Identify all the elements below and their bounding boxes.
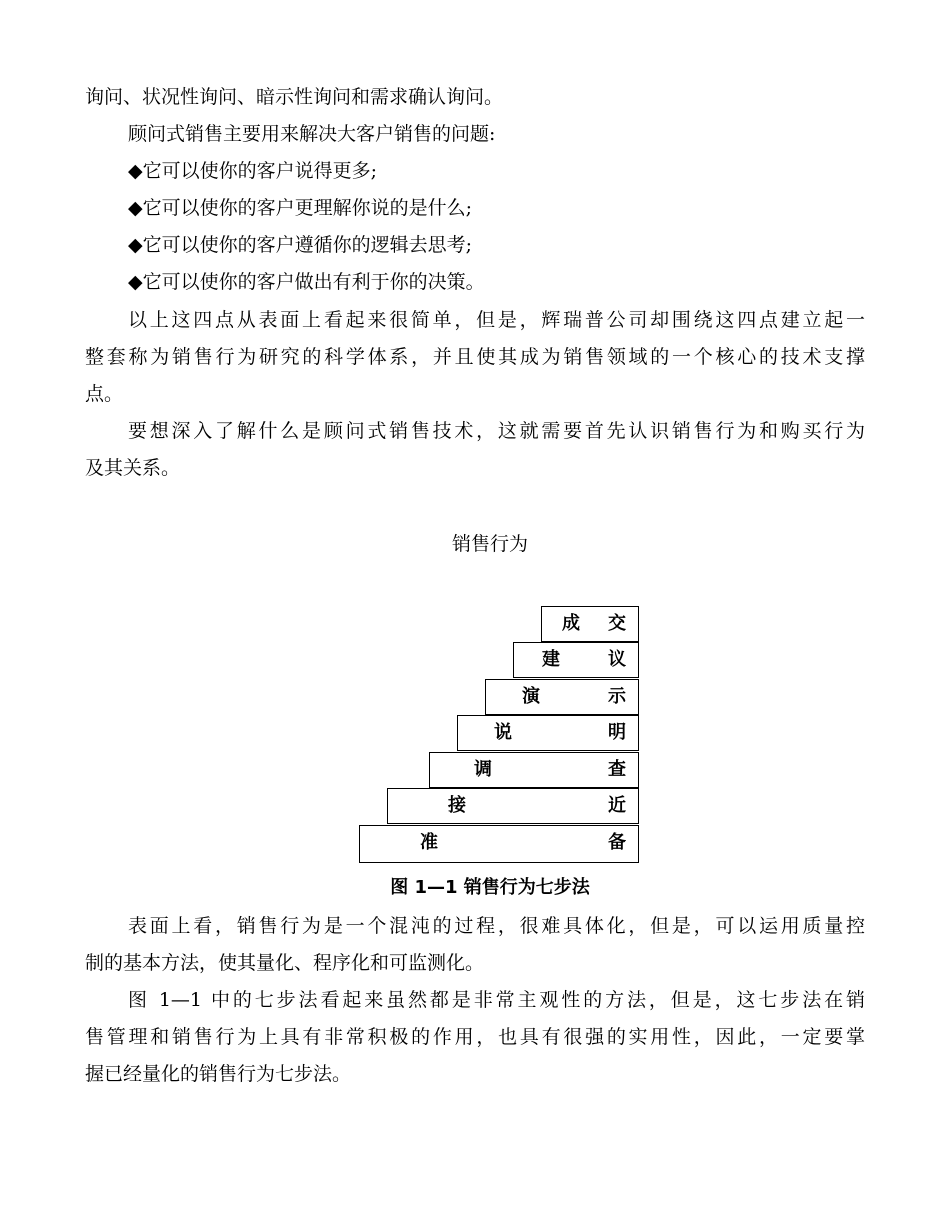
step-char: 备 bbox=[608, 832, 626, 853]
staircase-step bbox=[485, 679, 639, 715]
step-char: 说 bbox=[494, 722, 512, 743]
step-char: 近 bbox=[608, 795, 626, 816]
paragraph-line: 及其关系。 bbox=[85, 457, 181, 479]
bullet-item: ◆它可以使你的客户说得更多; bbox=[128, 160, 378, 182]
paragraph-line: 以上这四点从表面上看起来很简单，但是，辉瑞普公司却围绕这四点建立起一 bbox=[128, 309, 865, 331]
paragraph-line: 售管理和销售行为上具有非常积极的作用，也具有很强的实用性，因此，一定要掌 bbox=[85, 1026, 865, 1048]
bullet-item: ◆它可以使你的客户遵循你的逻辑去思考; bbox=[128, 234, 473, 256]
staircase-step bbox=[387, 788, 639, 824]
step-char: 调 bbox=[474, 759, 492, 780]
step-char: 示 bbox=[608, 686, 626, 707]
staircase-step bbox=[457, 715, 639, 751]
staircase-step bbox=[541, 606, 639, 642]
figure-title: 销售行为 bbox=[451, 533, 528, 555]
paragraph-line: 整套称为销售行为研究的科学体系，并且使其成为销售领域的一个核心的技术支撑 bbox=[85, 346, 865, 368]
step-char: 演 bbox=[522, 686, 540, 707]
step-char: 建 bbox=[542, 649, 560, 670]
step-char: 交 bbox=[608, 613, 626, 634]
figure-caption: 图 1—1 销售行为七步法 bbox=[390, 877, 590, 898]
staircase-step bbox=[359, 825, 639, 863]
paragraph-line: 点。 bbox=[85, 383, 124, 405]
step-char: 接 bbox=[448, 795, 466, 816]
paragraph-line: 表面上看，销售行为是一个混沌的过程，很难具体化，但是，可以运用质量控 bbox=[128, 915, 865, 937]
staircase-step bbox=[513, 642, 639, 678]
step-char: 查 bbox=[608, 759, 626, 780]
paragraph-line: 制的基本方法，使其量化、程序化和可监测化。 bbox=[85, 952, 485, 974]
paragraph-line: 顾问式销售主要用来解决大客户销售的问题: bbox=[128, 123, 496, 145]
paragraph-line: 要想深入了解什么是顾问式销售技术，这就需要首先认识销售行为和购买行为 bbox=[128, 420, 865, 442]
staircase-step bbox=[429, 752, 639, 788]
bullet-item: ◆它可以使你的客户更理解你说的是什么; bbox=[128, 197, 473, 219]
step-char: 议 bbox=[608, 649, 626, 670]
paragraph-line: 握已经量化的销售行为七步法。 bbox=[85, 1063, 352, 1085]
step-char: 成 bbox=[562, 613, 580, 634]
bullet-item: ◆它可以使你的客户做出有利于你的决策。 bbox=[128, 271, 485, 293]
step-char: 准 bbox=[420, 832, 438, 853]
step-char: 明 bbox=[608, 722, 626, 743]
paragraph-line: 询问、状况性询问、暗示性询问和需求确认询问。 bbox=[85, 86, 504, 108]
paragraph-line: 图 1—1 中的七步法看起来虽然都是非常主观性的方法，但是，这七步法在销 bbox=[128, 989, 865, 1011]
